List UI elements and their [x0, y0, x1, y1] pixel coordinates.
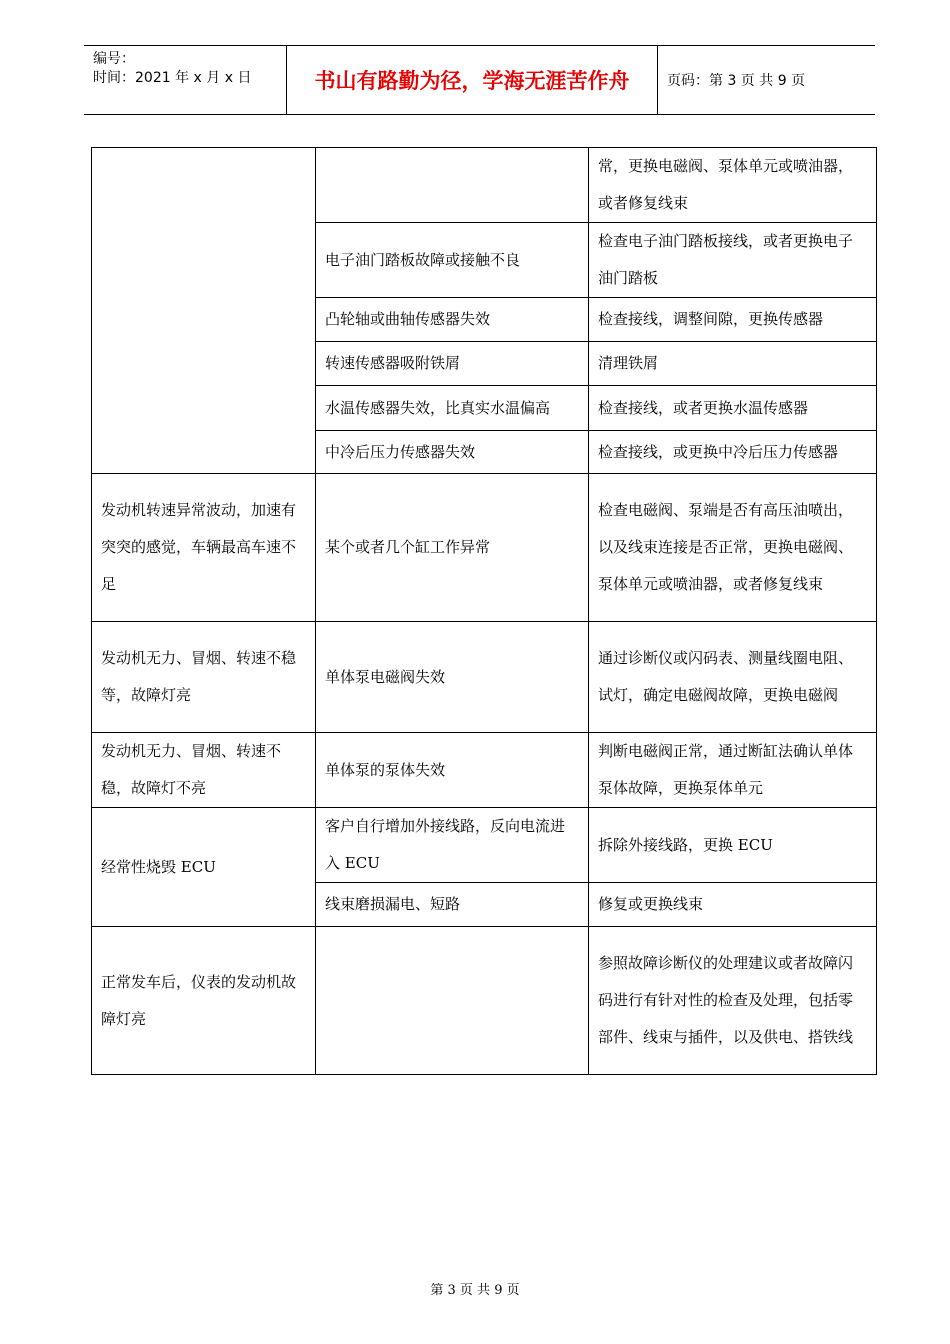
table-row — [92, 622, 877, 733]
table-row — [92, 927, 877, 1075]
cause-cell: 中冷后压力传感器失效 — [316, 431, 589, 474]
header-motto: 书山有路勤为径，学海无涯苦作舟 — [314, 69, 630, 93]
cause-cell: 电子油门踏板故障或接触不良 — [316, 223, 589, 298]
symptom-cell: 正常发车后，仪表的发动机故障灯亮 — [92, 927, 316, 1075]
header-divider — [657, 46, 658, 114]
remedy-cell: 检查接线，调整间隙，更换传感器 — [589, 298, 877, 342]
document-number-label: 编号： — [93, 51, 135, 67]
remedy-cell: 修复或更换线束 — [589, 883, 877, 927]
remedy-cell: 检查接线，或者更换水温传感器 — [589, 386, 877, 431]
cause-cell: 某个或者几个缸工作异常 — [316, 474, 589, 622]
remedy-cell: 检查电磁阀、泵端是否有高压油喷出，以及线束连接是否正常，更换电磁阀、泵体单元或喷油器，或者修复线束 — [589, 474, 877, 622]
header-page-info: 页码：第 3 页 共 9 页 — [667, 73, 806, 89]
remedy-cell: 检查接线，或更换中冷后压力传感器 — [589, 431, 877, 474]
table-row — [92, 148, 877, 223]
page-footer: 第 3 页 共 9 页 — [430, 1283, 520, 1298]
cause-cell: 单体泵电磁阀失效 — [316, 622, 589, 733]
remedy-cell: 判断电磁阀正常，通过断缸法确认单体泵体故障，更换泵体单元 — [589, 733, 877, 808]
document-time-label: 时间：2021 年 x 月 x 日 — [93, 70, 252, 86]
cause-cell — [316, 927, 589, 1075]
cause-cell: 单体泵的泵体失效 — [316, 733, 589, 808]
remedy-cell: 通过诊断仪或闪码表、测量线圈电阻、试灯，确定电磁阀故障，更换电磁阀 — [589, 622, 877, 733]
cause-cell: 线束磨损漏电、短路 — [316, 883, 589, 927]
symptom-cell: 经常性烧毁 ECU — [92, 808, 316, 927]
remedy-cell: 清理铁屑 — [589, 342, 877, 386]
table-row — [92, 808, 877, 883]
cause-cell: 凸轮轴或曲轴传感器失效 — [316, 298, 589, 342]
fault-table — [91, 147, 877, 1075]
remedy-cell: 参照故障诊断仪的处理建议或者故障闪码进行有针对性的检查及处理，包括零部件、线束与插件，以及供电、搭铁线 — [589, 927, 877, 1075]
remedy-cell: 检查电子油门踏板接线，或者更换电子油门踏板 — [589, 223, 877, 298]
cause-cell: 水温传感器失效，比真实水温偏高 — [316, 386, 589, 431]
header-meta — [93, 50, 251, 88]
symptom-cell — [92, 148, 316, 474]
symptom-cell: 发动机无力、冒烟、转速不稳，故障灯不亮 — [92, 733, 316, 808]
remedy-cell: 常，更换电磁阀、泵体单元或喷油器，或者修复线束 — [589, 148, 877, 223]
symptom-cell: 发动机无力、冒烟、转速不稳等，故障灯亮 — [92, 622, 316, 733]
symptom-cell: 发动机转速异常波动，加速有突突的感觉，车辆最高车速不足 — [92, 474, 316, 622]
table-row — [92, 474, 877, 622]
table-row — [92, 733, 877, 808]
remedy-cell: 拆除外接线路，更换 ECU — [589, 808, 877, 883]
cause-cell — [316, 148, 589, 223]
page-header — [84, 45, 875, 115]
cause-cell: 客户自行增加外接线路，反向电流进入 ECU — [316, 808, 589, 883]
cause-cell: 转速传感器吸附铁屑 — [316, 342, 589, 386]
